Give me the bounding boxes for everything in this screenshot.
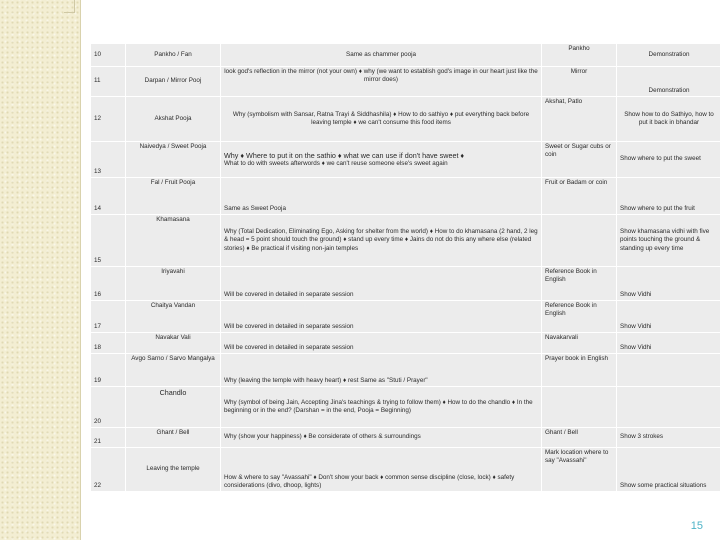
ritual-requirement: Reference Book in English (542, 301, 617, 333)
ritual-requirement: Fruit or Badam or coin (542, 178, 617, 215)
ritual-description: Will be covered in detailed in separate session (221, 301, 542, 333)
side-divider-line (80, 0, 81, 540)
ritual-description-main: Why ♦ Where to put it on the sathio ♦ what we can use if don't have sweet ♦ (224, 150, 465, 160)
row-number: 16 (91, 267, 126, 301)
ritual-demonstration (617, 354, 720, 387)
table-row (91, 354, 720, 387)
table-row (91, 448, 720, 492)
table-row (91, 267, 720, 301)
ritual-name: Ghant / Bell (126, 428, 221, 448)
ritual-requirement: Mark location where to say "Avassahi" (542, 448, 617, 492)
table-row (91, 44, 720, 67)
ritual-description: Same as Sweet Pooja (221, 178, 542, 215)
row-number: 12 (91, 97, 126, 142)
ritual-description: Why (leaving the temple with heavy heart) ♦ rest Same as "Stuti / Prayer" (221, 354, 542, 387)
ritual-name: Iriyavahi (126, 267, 221, 301)
row-number: 17 (91, 301, 126, 333)
ritual-demonstration: Demonstration (617, 67, 720, 97)
ritual-description: Will be covered in detailed in separate session (221, 267, 542, 301)
table-row (91, 333, 720, 354)
ritual-demonstration: Show how to do Sathiyo, how to put it back in bhandar (617, 97, 720, 142)
row-number: 10 (91, 44, 126, 67)
ritual-demonstration: Show Vidhi (617, 333, 720, 354)
ritual-demonstration (617, 387, 720, 428)
ritual-demonstration: Show khamasana vidhi with five points touching the ground & standing up every time (617, 215, 720, 267)
table-row (91, 301, 720, 333)
ritual-demonstration: Show some practical situations (617, 448, 720, 492)
row-number: 22 (91, 448, 126, 492)
ritual-description: Why (symbol of being Jain, Accepting Jina's teachings & trying to follow them) ♦ How to do the chandlo ♦ In the beginning or in the end? (Darshan = in the end, Pooja = Beginning) (221, 387, 542, 428)
ritual-demonstration: Show Vidhi (617, 267, 720, 301)
ritual-name: Chandlo (126, 387, 221, 428)
row-number: 15 (91, 215, 126, 267)
ritual-requirement: Ghant / Bell (542, 428, 617, 448)
ritual-name: Akshat Pooja (126, 97, 221, 142)
ritual-demonstration: Show where to put the sweet (617, 142, 720, 178)
ritual-requirement: Sweet or Sugar cubs or coin (542, 142, 617, 178)
table-row (91, 67, 720, 97)
ritual-name: Khamasana (126, 215, 221, 267)
ritual-description: look god's reflection in the mirror (not your own) ♦ why (we want to establish god's image in our heart just like the mirror does) (221, 67, 542, 97)
decorative-side-strip (0, 0, 80, 540)
ritual-requirement: Navakarvali (542, 333, 617, 354)
ritual-name: Leaving the temple (126, 448, 221, 492)
ritual-description: How & where to say "Avassahi" ♦ Don't show your back ♦ common sense discipline (close, lock) ♦ safety considerations (divo, dhoop, lights) (221, 448, 542, 492)
row-number: 13 (91, 142, 126, 178)
page-number: 15 (690, 520, 703, 532)
ritual-demonstration: Show where to put the fruit (617, 178, 720, 215)
ritual-requirement: Prayer book in English (542, 354, 617, 387)
row-number: 20 (91, 387, 126, 428)
ritual-description: Why (show your happiness) ♦ Be considerate of others & surroundings (221, 428, 542, 448)
row-number: 18 (91, 333, 126, 354)
ritual-requirement: Akshat, Patlo (542, 97, 617, 142)
ritual-description: Why (symbolism with Sansar, Ratna Trayi & Siddhashila) ♦ How to do sathiyo ♦ put everything back before leaving temple ♦ we can't consume this food items (221, 97, 542, 142)
ritual-requirement (542, 215, 617, 267)
ritual-name: Fal / Fruit Pooja (126, 178, 221, 215)
table-row (91, 97, 720, 142)
ritual-description: Why (Total Dedication, Eliminating Ego, Asking for shelter from the world) ♦ How to do khamasana (2 hand, 2 leg & head = 5 point should touch the ground) ♦ stand up every time ♦ Jains do not do this any where else (related stories) ♦ Be practical if visiting non-jain temples (221, 215, 542, 267)
row-number: 11 (91, 67, 126, 97)
ritual-name: Pankho / Fan (126, 44, 221, 67)
pooja-schedule-table (90, 43, 720, 492)
table-row (91, 142, 720, 178)
row-number: 21 (91, 428, 126, 448)
ritual-requirement: Mirror (542, 67, 617, 97)
ritual-description: Same as chammer pooja (221, 44, 542, 67)
ritual-name: Navakar Vali (126, 333, 221, 354)
row-number: 14 (91, 178, 126, 215)
row-number: 19 (91, 354, 126, 387)
ritual-name: Darpan / Mirror Pooj (126, 67, 221, 97)
table-row (91, 387, 720, 428)
ritual-description (221, 142, 542, 178)
ritual-name: Chaitya Vandan (126, 301, 221, 333)
table-row (91, 178, 720, 215)
ritual-name: Avgo Sarno / Sarvo Mangalya (126, 354, 221, 387)
ritual-demonstration: Show 3 strokes (617, 428, 720, 448)
ritual-name: Naivedya / Sweet Pooja (126, 142, 221, 178)
ritual-demonstration: Demonstration (617, 44, 720, 67)
table-row (91, 215, 720, 267)
table-row (91, 428, 720, 448)
ritual-requirement: Pankho (542, 44, 617, 67)
ritual-requirement: Reference Book in English (542, 267, 617, 301)
ritual-description: Will be covered in detailed in separate session (221, 333, 542, 354)
ritual-demonstration: Show Vidhi (617, 301, 720, 333)
ritual-requirement (542, 387, 617, 428)
decorative-corner-bracket (64, 0, 75, 13)
ritual-description-sub: What to do with sweets afterwords ♦ we can't reuse someone else's sweet again (224, 160, 448, 168)
